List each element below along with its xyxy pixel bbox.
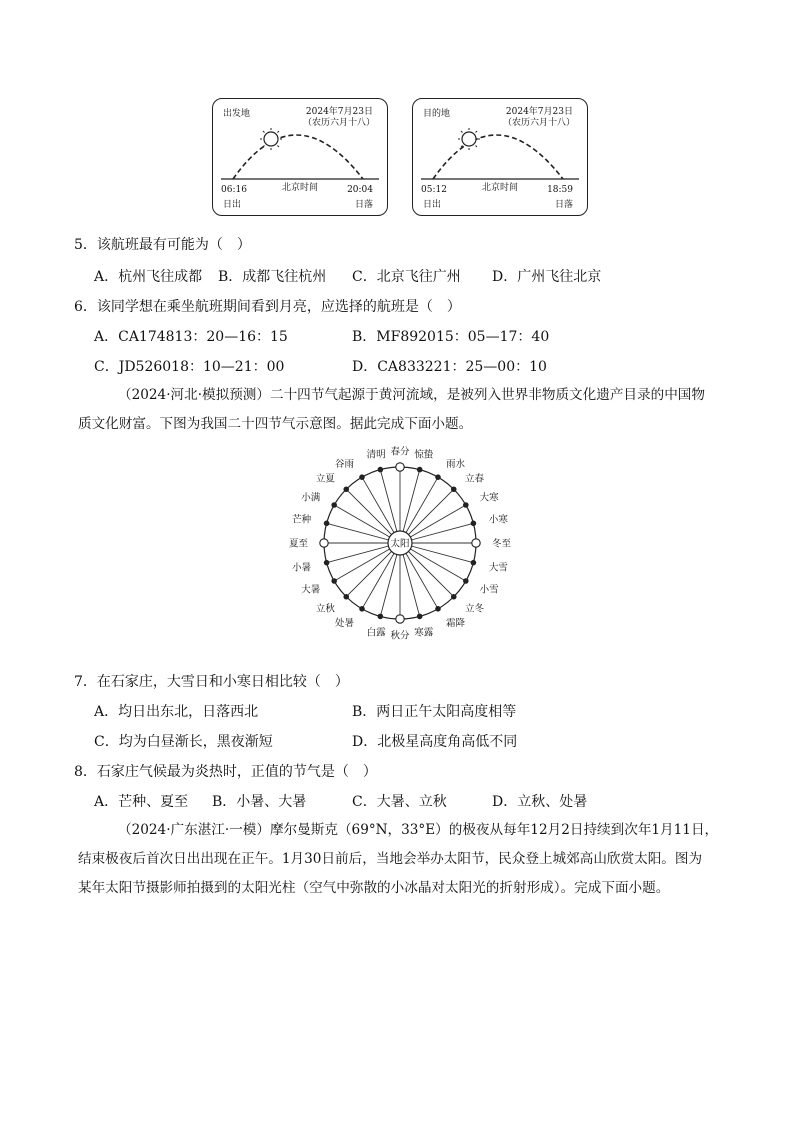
solar-term-label: 立秋: [315, 603, 335, 615]
solar-term-label: 立春: [465, 473, 485, 485]
solar-term-label: 处暑: [334, 618, 354, 630]
solar-term-label: 立冬: [465, 603, 485, 615]
card-date: 2024年7月23日: [505, 107, 573, 117]
solar-term-label: 小寒: [488, 514, 508, 526]
paragraph-line: 质文化财富。下图为我国二十四节气示意图。据此完成下面小题。: [78, 416, 473, 432]
solar-term-label: 白露: [366, 627, 386, 639]
term-point: [417, 467, 423, 473]
solar-term-label: 立夏: [315, 473, 335, 485]
q7-option-b[interactable]: B．两日正午太阳高度相等: [352, 704, 517, 720]
beijing-time-label: 北京时间: [281, 183, 318, 193]
solar-term-label: 大雪: [488, 562, 508, 574]
card-lunar-date: （农历六月十八）: [502, 118, 575, 128]
term-point: [451, 486, 457, 492]
paragraph-line: 结束极夜后首次日出出现在正午。1月30日前后，当地会举办太阳节，民众登上城郊高山欣赏太阳。图为: [78, 851, 703, 867]
term-point-major: [472, 539, 480, 547]
card-place: 目的地: [423, 109, 451, 119]
term-point: [331, 502, 337, 508]
q8-option-b[interactable]: B．小暑、大暑: [212, 794, 307, 810]
solar-term-label: 春分: [390, 446, 410, 458]
intro-paragraph-murmansk: [78, 816, 728, 903]
card-place: 出发地: [223, 109, 251, 119]
q7-option-c[interactable]: C．均为白昼渐长，黑夜渐短: [94, 734, 273, 750]
question-5-stem: 5．该航班最有可能为（ ）: [74, 237, 251, 253]
term-point: [343, 594, 349, 600]
term-point: [417, 614, 423, 620]
term-point-major: [396, 615, 404, 623]
solar-term-label: 小雪: [479, 584, 499, 596]
term-point: [471, 521, 477, 527]
term-point: [378, 467, 384, 473]
sun-icon: [260, 128, 282, 150]
departure-card: [212, 98, 388, 216]
q8-option-c[interactable]: C．大暑、立秋: [352, 794, 447, 810]
card-lunar-date: （农历六月十八）: [302, 118, 375, 128]
paragraph-line: （2024·广东湛江·一模）摩尔曼斯克（69°N，33°E）的极夜从每年12月2日持续到次年1月11日，: [118, 822, 719, 838]
term-point: [324, 521, 330, 527]
solar-term-label: 雨水: [446, 458, 466, 470]
solar-term-label: 寒露: [414, 627, 434, 639]
term-point: [471, 560, 477, 566]
sunset-time: 20:04: [347, 185, 373, 195]
solar-term-label: 芒种: [292, 514, 312, 526]
q8-option-a[interactable]: A．芒种、夏至: [94, 794, 189, 810]
q7-option-a[interactable]: A．均日出东北，日落西北: [94, 704, 259, 720]
term-point: [343, 486, 349, 492]
solar-term-label: 小暑: [292, 562, 312, 574]
card-date: 2024年7月23日: [305, 107, 373, 117]
sunrise-label: 日出: [223, 200, 242, 210]
solar-terms-diagram: [280, 440, 520, 640]
destination-card: [412, 98, 588, 216]
term-point: [463, 502, 469, 508]
solar-term-label: 冬至: [492, 538, 512, 550]
term-point: [359, 474, 365, 480]
sunrise-label: 日出: [423, 200, 442, 210]
q5-option-b[interactable]: B．成都飞往杭州: [218, 269, 327, 285]
sunrise-time: 05:12: [421, 185, 447, 195]
term-point: [331, 578, 337, 584]
solar-term-label: 秋分: [390, 630, 410, 640]
term-point: [463, 578, 469, 584]
q6-option-c[interactable]: C．JD526018：10—21：00: [94, 359, 285, 375]
solar-term-label: 大暑: [301, 584, 321, 596]
paragraph-line: （2024·河北·模拟预测）二十四节气起源于黄河流域，是被列入世界非物质文化遗产目录的中国物: [118, 387, 705, 403]
q6-option-a[interactable]: A．CA174813：20—16：15: [94, 329, 288, 345]
q5-option-d[interactable]: D．广州飞往北京: [492, 269, 602, 285]
solar-term-label: 清明: [366, 449, 386, 461]
question-6-stem: 6．该同学想在乘坐航班期间看到月亮，应选择的航班是（ ）: [74, 299, 461, 315]
term-point-major: [320, 539, 328, 547]
question-8-stem: 8．石家庄气候最为炎热时，正值的节气是（ ）: [74, 764, 377, 780]
q5-option-c[interactable]: C．北京飞往广州: [352, 269, 461, 285]
solar-term-label: 大寒: [479, 492, 499, 504]
term-point: [451, 594, 457, 600]
solar-term-label: 惊蛰: [414, 449, 434, 461]
intro-paragraph-solar-terms: [78, 381, 728, 439]
term-point-major: [396, 463, 404, 471]
sunset-label: 日落: [354, 200, 373, 210]
q8-option-d[interactable]: D．立秋、处暑: [492, 794, 588, 810]
solar-term-label: 夏至: [288, 538, 308, 550]
solar-term-label: 谷雨: [334, 458, 354, 470]
q7-option-d[interactable]: D．北极星高度角高低不同: [352, 734, 518, 750]
term-point: [359, 606, 365, 612]
sunset-time: 18:59: [547, 185, 573, 195]
q5-option-a[interactable]: A．杭州飞往成都: [94, 269, 203, 285]
q6-option-d[interactable]: D．CA833221：25—00：10: [352, 359, 547, 375]
paragraph-line: 某年太阳节摄影师拍摄到的太阳光柱（空气中弥散的小冰晶对太阳光的折射形成）。完成下面小题。: [78, 880, 670, 896]
term-point: [435, 474, 441, 480]
sunrise-time: 06:16: [221, 185, 247, 195]
question-7-stem: 7．在石家庄，大雪日和小寒日相比较（ ）: [74, 674, 349, 690]
term-point: [324, 560, 330, 566]
solar-term-label: 小满: [301, 492, 321, 504]
solar-term-label: 霜降: [446, 618, 466, 630]
term-point: [435, 606, 441, 612]
beijing-time-label: 北京时间: [481, 183, 518, 193]
sunset-label: 日落: [554, 200, 573, 210]
q6-option-b[interactable]: B．MF892015：05—17：40: [352, 329, 550, 345]
term-point: [378, 614, 384, 620]
sun-center-label: 太阳: [390, 538, 410, 550]
